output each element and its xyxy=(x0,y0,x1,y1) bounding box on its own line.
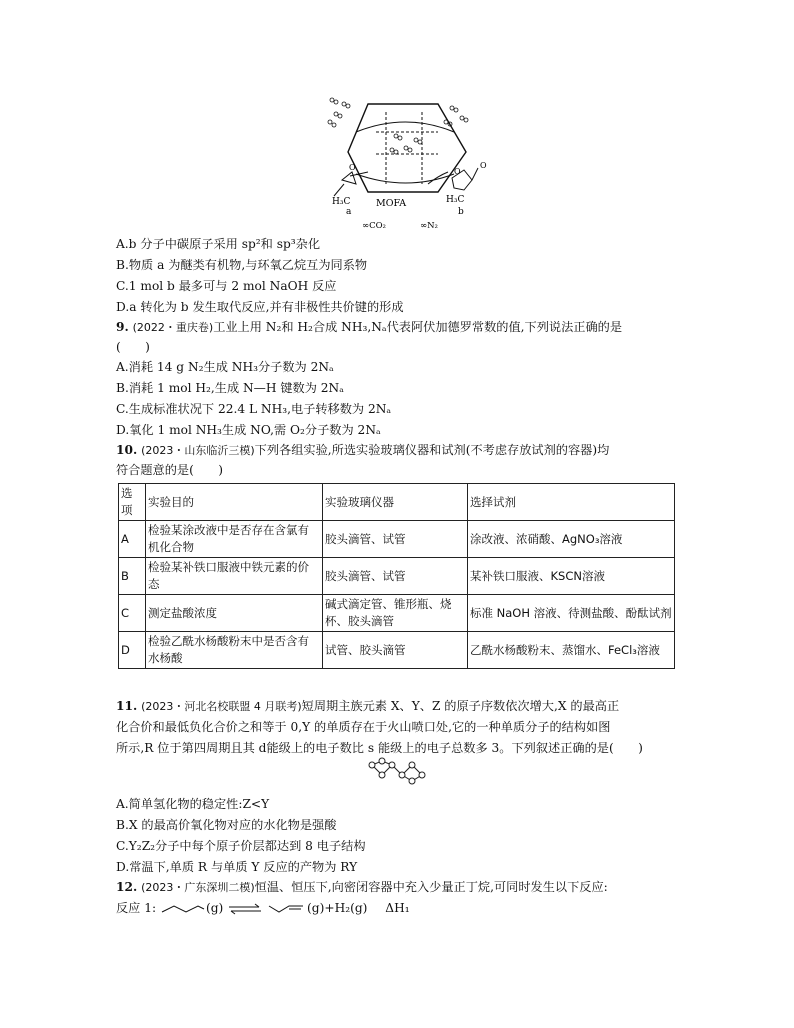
q9-option-c: C.生成标准状况下 22.4 L NH₃,电子转移数为 2Nₐ xyxy=(116,402,392,416)
reaction-label: 反应 1: xyxy=(116,901,157,915)
legend-n2: ∞N₂ xyxy=(420,221,438,231)
oxygen-label-carbonyl: O xyxy=(480,161,487,170)
butane-skeleton xyxy=(160,903,206,915)
q11-stem-line2: 化合价和最低负化合价之和等于 0,Y 的单质存在于火山喷口处,它的一种单质分子的结构如图 xyxy=(116,720,611,734)
oxygen-label-ring: O xyxy=(454,167,461,176)
q9-stem: 工业上用 N₂和 H₂合成 NH₃,Nₐ代表阿伏加德罗常数的值,下列说法正确的是 xyxy=(213,320,623,334)
q8-option-a: A.b 分子中碳原子采用 sp²和 sp³杂化 xyxy=(116,237,321,251)
q12-stem-line xyxy=(116,878,608,897)
butene-skeleton xyxy=(267,903,307,915)
table-row xyxy=(119,632,675,669)
row-c-reagents: 标准 NaOH 溶液、待测盐酸、酚酞试剂 xyxy=(468,595,675,632)
q9-stem-line xyxy=(116,318,622,337)
row-c-option: C xyxy=(119,595,146,632)
header-option: 选项 xyxy=(119,484,146,521)
q11-option-b: B.X 的最高价氧化物对应的水化物是强酸 xyxy=(116,818,337,832)
row-b-purpose: 检验某补铁口服液中铁元素的价态 xyxy=(146,558,323,595)
row-b-option: B xyxy=(119,558,146,595)
mofa-figure xyxy=(326,92,496,232)
h3c-right-label: H₃C xyxy=(446,195,465,205)
reaction-tail-1: (g) xyxy=(205,901,224,915)
q12-source: (2023・广东深圳二模) xyxy=(141,881,255,894)
delta-h1: ΔH₁ xyxy=(385,901,410,915)
q9-option-b: B.消耗 1 mol H₂,生成 N—H 键数为 2Nₐ xyxy=(116,381,344,395)
table-header-row xyxy=(119,484,675,521)
experiment-table xyxy=(118,483,675,669)
q9-option-a: A.消耗 14 g N₂生成 NH₃分子数为 2Nₐ xyxy=(116,360,334,374)
q10-stem-line2: 符合题意的是( ) xyxy=(116,463,224,477)
q11-option-d: D.常温下,单质 R 与单质 Y 反应的产物为 RY xyxy=(116,860,358,874)
label-b: b xyxy=(458,207,464,217)
q10-number: 10. xyxy=(116,443,138,457)
row-a-glassware: 胶头滴管、试管 xyxy=(323,521,468,558)
reaction-tail-2: (g)+H₂(g) xyxy=(307,901,368,915)
q9-source: (2022・重庆卷) xyxy=(132,321,214,334)
q12-reaction-line xyxy=(116,899,410,917)
row-c-purpose: 测定盐酸浓度 xyxy=(146,595,323,632)
mofa-label: MOFA xyxy=(376,198,407,209)
q11-stem1: 短周期主族元素 X、Y、Z 的原子序数依次增大,X 的最高正 xyxy=(301,699,620,713)
h3c-left-label: H₃C xyxy=(332,197,351,207)
row-d-reagents: 乙酰水杨酸粉末、蒸馏水、FeCl₃溶液 xyxy=(468,632,675,669)
q10-stem1: 下列各组实验,所选实验玻璃仪器和试剂(不考虑存放试剂的容器)均 xyxy=(254,443,610,457)
row-b-reagents: 某补铁口服液、KSCN溶液 xyxy=(468,558,675,595)
q9-option-d: D.氧化 1 mol NH₃生成 NO,需 O₂分子数为 2Nₐ xyxy=(116,423,381,437)
s8-ring-molecule xyxy=(368,757,428,787)
row-c-glassware: 碱式滴定管、锥形瓶、烧杯、胶头滴管 xyxy=(323,595,468,632)
row-d-option: D xyxy=(119,632,146,669)
oxygen-label-epoxide: O xyxy=(349,163,356,172)
q11-stem-line3: 所示,R 位于第四周期且其 d能级上的电子数比 s 能级上的电子总数多 3。下列叙述正确的是( ) xyxy=(116,741,643,755)
q12-stem: 恒温、恒压下,向密闭容器中充入少量正丁烷,可同时发生以下反应: xyxy=(254,880,608,894)
q9-answer-paren: ( ) xyxy=(116,340,150,354)
row-a-reagents: 涂改液、浓硝酸、AgNO₃溶液 xyxy=(468,521,675,558)
row-d-glassware: 试管、胶头滴管 xyxy=(323,632,468,669)
q11-stem-line1 xyxy=(116,697,619,716)
q12-number: 12. xyxy=(116,880,138,894)
table-row xyxy=(119,558,675,595)
row-b-glassware: 胶头滴管、试管 xyxy=(323,558,468,595)
table-row xyxy=(119,595,675,632)
header-glassware: 实验玻璃仪器 xyxy=(323,484,468,521)
q9-number: 9. xyxy=(116,320,129,334)
row-a-purpose: 检验某涂改液中是否存在含氯有机化合物 xyxy=(146,521,323,558)
q10-source: (2023・山东临沂三模) xyxy=(141,444,255,457)
q8-option-c: C.1 mol b 最多可与 2 mol NaOH 反应 xyxy=(116,279,337,293)
header-reagents: 选择试剂 xyxy=(468,484,675,521)
q8-option-d: D.a 转化为 b 发生取代反应,并有非极性共价键的形成 xyxy=(116,300,404,314)
q11-source: (2023・河北名校联盟 4 月联考) xyxy=(141,700,302,713)
q8-option-b: B.物质 a 为醚类有机物,与环氧乙烷互为同系物 xyxy=(116,258,368,272)
row-a-option: A xyxy=(119,521,146,558)
q10-stem-line1 xyxy=(116,441,609,460)
q11-number: 11. xyxy=(116,699,138,713)
q11-option-c: C.Y₂Z₂分子中每个原子价层都达到 8 电子结构 xyxy=(116,839,366,853)
header-purpose: 实验目的 xyxy=(146,484,323,521)
equilibrium-arrow xyxy=(227,903,263,915)
label-a: a xyxy=(346,207,352,217)
legend-co2: ∞CO₂ xyxy=(362,221,386,231)
table-row xyxy=(119,521,675,558)
q11-option-a: A.简单氢化物的稳定性:Z<Y xyxy=(116,797,270,811)
row-d-purpose: 检验乙酰水杨酸粉末中是否含有水杨酸 xyxy=(146,632,323,669)
